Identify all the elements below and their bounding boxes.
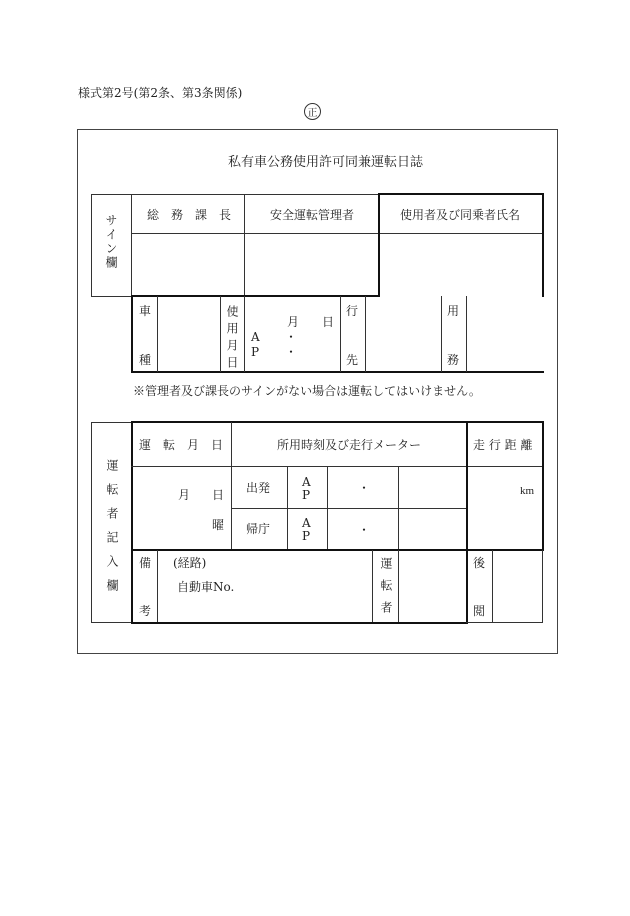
sign-box-chief[interactable]: [132, 234, 244, 295]
vehicle-type-field[interactable]: [158, 298, 220, 370]
use-date-label: [224, 305, 240, 373]
driver-name-label: [378, 557, 394, 623]
review-bottom: 閲: [473, 604, 486, 618]
notice-text: ※管理者及び課長のサインがない場合は運転してはいけません。: [133, 384, 481, 398]
return-dot: ・: [358, 523, 371, 537]
use-date-text: 使用月日: [225, 305, 239, 373]
driver-sign-field[interactable]: [399, 551, 465, 621]
depart-label: 出発: [246, 481, 271, 495]
depart-meter-field[interactable]: [399, 468, 465, 507]
form-reference: 様式第2号(第2条、第3条関係): [78, 86, 243, 100]
destination-top: 行: [346, 304, 359, 318]
review-sign-field[interactable]: [493, 551, 541, 621]
col-user-passengers: 使用者及び同乗者氏名: [400, 208, 521, 222]
use-day: 日: [322, 315, 335, 329]
stamp-seal: 正: [304, 103, 321, 120]
destination-bottom: 先: [346, 353, 359, 367]
driver-side-text: 運転者記入欄: [105, 459, 119, 603]
use-dot-2: ・: [285, 345, 298, 359]
driver-side-label: [104, 459, 120, 603]
car-number-label: 自動車No.: [177, 580, 235, 594]
drive-day: 日: [212, 488, 225, 502]
depart-dot: ・: [358, 481, 371, 495]
purpose-bottom: 務: [447, 353, 460, 367]
use-month: 月: [287, 315, 300, 329]
sign-side-text: サイン欄: [104, 214, 118, 270]
review-top: 後: [473, 556, 486, 570]
driver-name-text: 運転者: [379, 557, 393, 623]
return-am: A: [302, 516, 311, 530]
return-label: 帰庁: [246, 522, 271, 536]
depart-am: A: [302, 475, 311, 489]
destination-field[interactable]: [366, 298, 441, 370]
use-am: A: [251, 330, 260, 344]
time-meter-header: 所用時刻及び走行メーター: [277, 438, 422, 452]
use-dot-1: ・: [285, 330, 298, 344]
vehicle-type-bottom: 種: [139, 353, 152, 367]
col-general-affairs-chief: 総 務 課 長: [147, 208, 232, 222]
remarks-bottom: 考: [139, 604, 152, 618]
use-pm: P: [251, 345, 260, 359]
drive-month: 月: [178, 488, 191, 502]
col-safety-manager: 安全運転管理者: [270, 208, 355, 222]
remarks-top: 備: [139, 556, 152, 570]
sign-box-manager[interactable]: [245, 234, 378, 295]
distance-unit: km: [520, 485, 535, 497]
route-label: (経路): [173, 556, 207, 570]
sign-side-label: [99, 214, 123, 270]
purpose-top: 用: [447, 304, 460, 318]
sign-box-users[interactable]: [380, 235, 542, 296]
return-meter-field[interactable]: [399, 510, 465, 548]
vehicle-type-top: 車: [139, 304, 152, 318]
driving-date-header: 運 転 月 日: [139, 438, 224, 452]
distance-header: 走 行 距 離: [473, 438, 533, 452]
document-title: 私有車公務使用許可同兼運転日誌: [228, 155, 424, 170]
purpose-field[interactable]: [467, 298, 542, 370]
return-pm: P: [302, 529, 311, 543]
depart-pm: P: [302, 488, 311, 502]
drive-weekday: 曜: [212, 518, 225, 532]
